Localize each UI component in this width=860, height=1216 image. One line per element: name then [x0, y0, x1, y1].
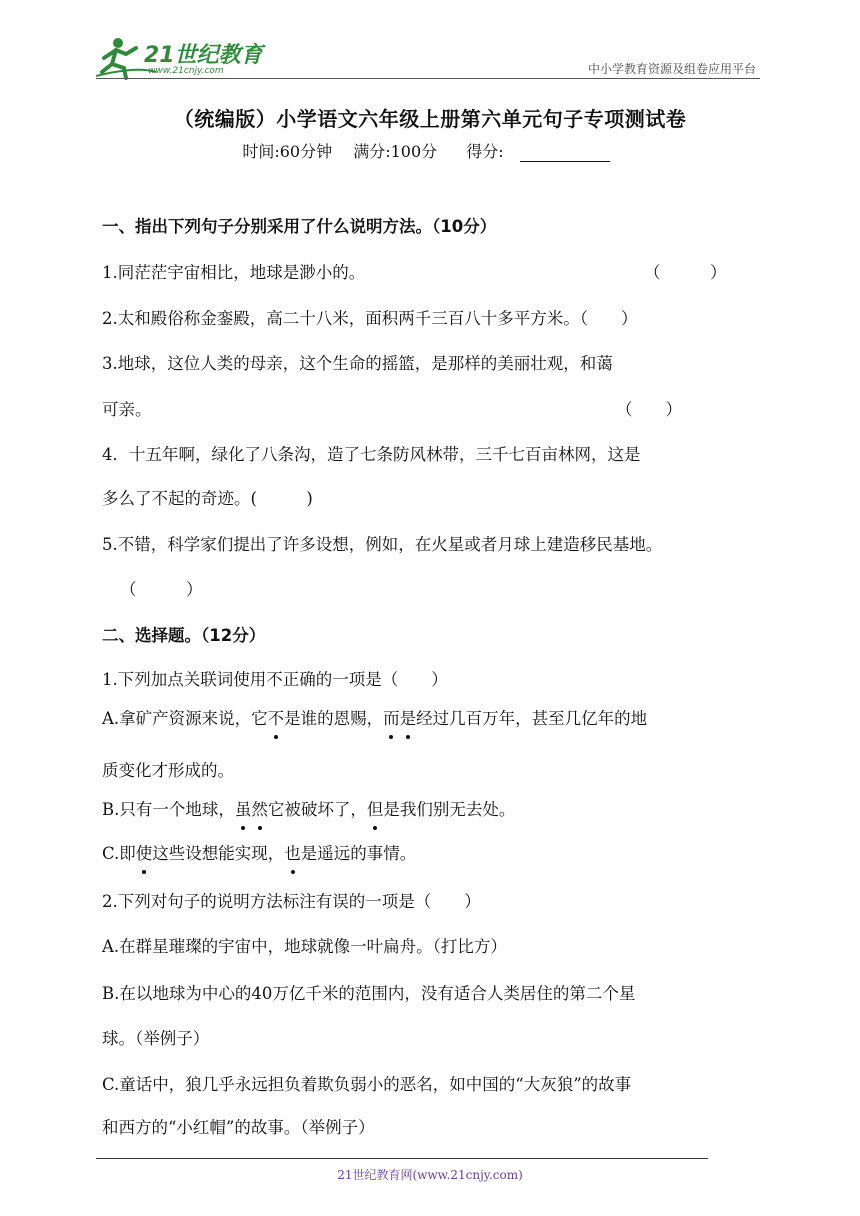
section1-heading: 一、指出下列句子分别采用了什么说明方法。（10分） [102, 217, 497, 236]
s1-question-1: 1.同茫茫宇宙相比，地球是渺小的。 [102, 263, 366, 282]
page-title: （统编版）小学语文六年级上册第六单元句子专项测试卷 [173, 107, 687, 131]
s1-question-4-line2: 多么了不起的奇迹。( ) [102, 489, 313, 508]
dotted-char: 而 [383, 705, 400, 729]
s1-question-5-line1: 5.不错，科学家们提出了许多设想，例如，在火星或者月球上建造移民基地。 [102, 535, 663, 554]
s2-q1-option-a-cont: 质变化才形成的。 [102, 761, 234, 780]
s1-q1-answer-blank[interactable]: （ ） [644, 263, 727, 282]
s2-q1-option-b: B.只有一个地球，虽然它被破坏了，但是我们别无去处。 [102, 796, 515, 820]
s1-q3-answer-blank[interactable]: （ ） [616, 400, 682, 419]
dotted-char: 使 [136, 840, 153, 864]
exam-info [0, 139, 860, 162]
section2-heading: 二、选择题。（12分） [102, 626, 266, 645]
time-label: 时间:60分钟 [242, 142, 333, 161]
logo-text: 21世纪教育 [144, 43, 263, 68]
s1-question-3-line1: 3.地球，这位人类的母亲，这个生命的摇篮，是那样的美丽壮观，和蔼 [102, 354, 613, 373]
dotted-char: 虽 [235, 796, 252, 820]
s1-question-3-line2: 可亲。 [102, 400, 152, 419]
s2-q2-option-a: A.在群星璀璨的宇宙中，地球就像一叶扁舟。（打比方） [102, 937, 507, 956]
s1-q5-answer-blank[interactable]: （ ） [120, 580, 203, 599]
dotted-char: 也 [284, 840, 301, 864]
s2-q1-option-c: C.即使这些设想能实现，也是遥远的事情。 [102, 840, 416, 864]
s2-q2-option-b-line1: B.在以地球为中心的40万亿千米的范围内，没有适合人类居住的第二个星 [102, 984, 636, 1003]
s2-q1-option-a: A.拿矿产资源来说，它不是谁的恩赐，而是经过几百万年，甚至几亿年的地 [102, 705, 647, 729]
s2-q2-option-c-line2: 和西方的“小红帽”的故事。（举例子） [102, 1118, 375, 1137]
dotted-char: 然 [251, 796, 268, 820]
s1-question-2: 2.太和殿俗称金銮殿，高二十八米，面积两千三百八十多平方米。（ ） [102, 309, 638, 328]
dotted-char: 是 [400, 705, 417, 729]
s2-question-2-stem: 2.下列对句子的说明方法标注有误的一项是（ ） [102, 892, 481, 911]
s2-q2-option-c-line1: C.童话中，狼几乎永远担负着欺负弱小的恶名，如中国的“大灰狼”的故事 [102, 1075, 632, 1094]
s2-q2-option-b-line2: 球。（举例子） [102, 1029, 210, 1048]
score-blank[interactable] [520, 147, 610, 162]
s2-question-1-stem: 1.下列加点关联词使用不正确的一项是（ ） [102, 670, 448, 689]
brand-logo [96, 36, 266, 80]
s1-question-4-line1: 4．十五年啊，绿化了八条沟，造了七条防风林带，三千七百亩林网，这是 [102, 445, 641, 464]
footer-link[interactable]: 21世纪教育网(www.21cnjy.com) [337, 1168, 523, 1182]
full-score-label: 满分:100分 [353, 142, 438, 161]
logo-url: www.21cnjy.com [148, 66, 224, 76]
dotted-char: 不 [268, 705, 285, 729]
footer-divider [96, 1158, 708, 1159]
header-tagline: 中小学教育资源及组卷应用平台 [587, 62, 756, 76]
score-label: 得分: [466, 142, 504, 161]
dotted-char: 但 [367, 796, 384, 820]
header-divider [96, 78, 760, 79]
